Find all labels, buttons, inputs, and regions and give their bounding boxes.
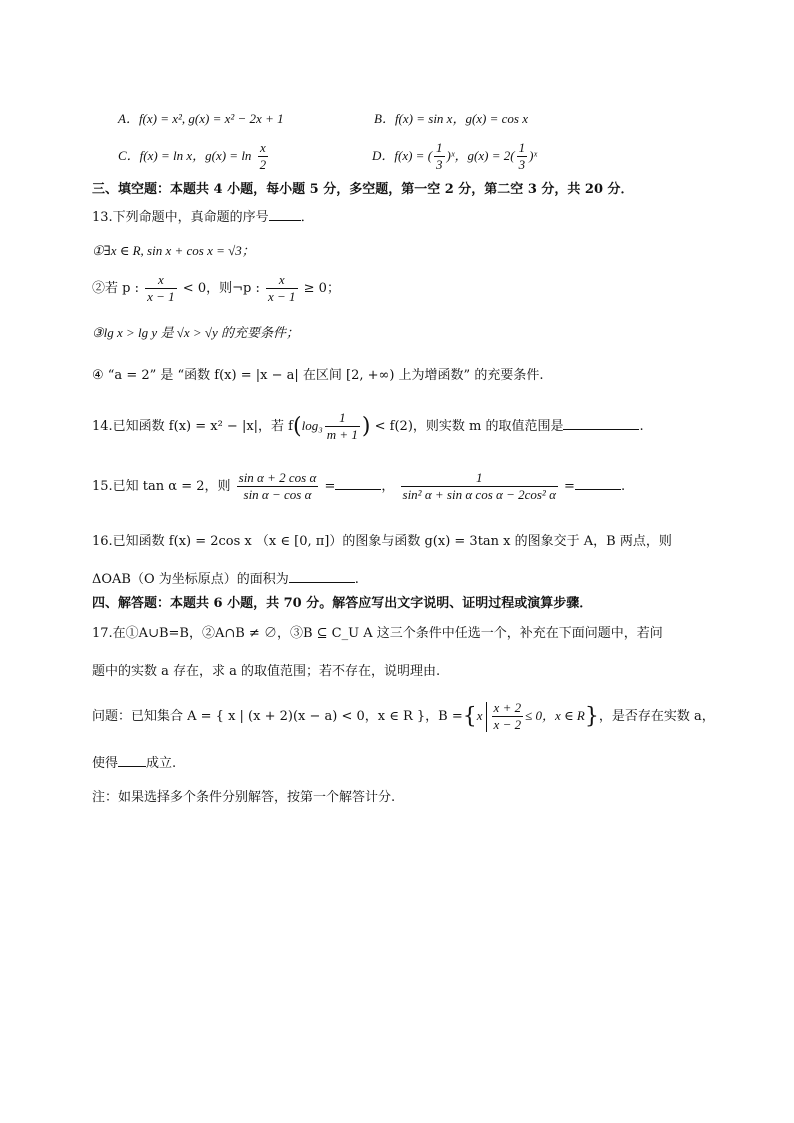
q14-fraction bbox=[325, 410, 360, 443]
fraction-numerator: 1 bbox=[401, 470, 558, 487]
option-c-prefix: C．f(x) = ln x，g(x) = ln bbox=[118, 148, 252, 163]
fraction-denominator: 3 bbox=[436, 157, 443, 172]
q15-fraction-1 bbox=[237, 470, 319, 503]
q13-item-3 bbox=[92, 322, 299, 341]
fraction-numerator: 1 bbox=[325, 410, 360, 427]
brace-close: } bbox=[584, 704, 599, 729]
fraction-denominator: 2 bbox=[259, 157, 267, 172]
section-3-title: 三、填空题：本题共 4 小题，每小题 5 分，多空题，第一空 2 分，第二空 3 分，共 20 分． bbox=[92, 182, 634, 197]
option-d bbox=[372, 140, 537, 173]
option-d-suffix: )ˣ bbox=[529, 148, 538, 163]
set-variable: x bbox=[476, 708, 483, 723]
q17-fraction bbox=[492, 700, 524, 733]
option-d-prefix: D．f(x) = ( bbox=[372, 148, 433, 163]
set-bar bbox=[486, 702, 487, 732]
paren-open: ( bbox=[293, 414, 302, 439]
q13-item-1 bbox=[92, 240, 255, 259]
option-c bbox=[118, 140, 270, 173]
paren-close: ) bbox=[361, 414, 371, 439]
q16-line-1-text: 16.已知函数 f(x) = 2cos x （x ∈ [0, π]）的图象与函数 g(x) = 3tan x 的图象交于 A，B 两点，则 bbox=[92, 534, 672, 549]
q17-line-2 bbox=[92, 660, 440, 679]
q14-c: < f(2)，则实数 m 的取值范围是 bbox=[374, 419, 564, 434]
q13-item-4-text: ④ “a = 2” 是 “函数 f(x) = |x − a| 在区间 [2, +∞) 上为增函数” 的充要条件. bbox=[92, 368, 544, 383]
answer-blank[interactable] bbox=[335, 477, 381, 490]
fraction-denominator: x − 2 bbox=[493, 717, 522, 732]
fraction-numerator: sin α + 2 cos α bbox=[238, 470, 317, 485]
q17-line-2-text: 题中的实数 a 存在，求 a 的取值范围；若不存在，说明理由. bbox=[92, 664, 441, 679]
fraction-numerator: 1 bbox=[518, 140, 526, 155]
q17-note bbox=[92, 786, 395, 805]
q14-a: 14.已知函数 f(x) = x² − |x|，若 f bbox=[92, 419, 293, 434]
q17-note-text: 注：如果选择多个条件分别解答，按第一个解答计分. bbox=[92, 790, 396, 805]
q13-item-4 bbox=[92, 364, 543, 383]
q17-line-3-b: ≤ 0，x ∈ R bbox=[525, 708, 585, 723]
q17-line-3-c: ，是否存在实数 a， bbox=[598, 709, 715, 724]
fraction-numerator: x bbox=[145, 272, 177, 289]
q17-line-4-b: 成立. bbox=[146, 756, 177, 771]
answer-blank[interactable] bbox=[269, 208, 301, 221]
q15-fraction-2 bbox=[401, 470, 558, 503]
q16-line-2-end: . bbox=[354, 572, 359, 587]
option-b bbox=[374, 108, 528, 127]
q13-stem-end: ． bbox=[300, 210, 314, 225]
q14-log: log₃ bbox=[301, 418, 323, 433]
q15-b: = bbox=[324, 479, 336, 494]
q17-line-4 bbox=[92, 752, 176, 771]
q13-item-2-fraction-1 bbox=[145, 272, 177, 305]
option-c-fraction bbox=[258, 140, 269, 173]
q17-line-1-text: 17.在①A∪B=B，②A∩B ≠ ∅，③B ⊆ C_U A 这三个条件中任选一个，补充在下面问题中，若问 bbox=[92, 626, 663, 641]
fraction-denominator: m + 1 bbox=[326, 427, 358, 442]
q13-item-1-text: ①∃x ∈ R, sin x + cos x = √3； bbox=[92, 243, 255, 258]
answer-blank[interactable] bbox=[563, 417, 639, 430]
fraction-numerator: x bbox=[266, 272, 298, 289]
answer-blank[interactable] bbox=[289, 570, 355, 583]
fraction-denominator: 3 bbox=[518, 157, 526, 172]
q15-end: . bbox=[620, 479, 626, 494]
brace-open: { bbox=[462, 704, 477, 729]
fraction-denominator: sin α − cos α bbox=[243, 487, 312, 502]
q15-d: = bbox=[564, 479, 575, 494]
option-a bbox=[118, 108, 284, 127]
q13-stem bbox=[92, 206, 314, 225]
fraction-denominator: x − 1 bbox=[267, 289, 296, 304]
q13-item-3-text: ③lg x > lg y 是 √x > √y 的充要条件； bbox=[92, 325, 300, 340]
fraction-denominator: x − 1 bbox=[147, 289, 175, 304]
q13-item-2-a: ②若 p : bbox=[92, 281, 139, 296]
q15 bbox=[92, 470, 625, 503]
q17-line-3 bbox=[92, 700, 715, 733]
section-4-heading bbox=[92, 592, 592, 611]
q13-stem-text: 13.下列命题中，真命题的序号 bbox=[92, 210, 269, 225]
section-3-heading bbox=[92, 178, 634, 197]
q17-line-1 bbox=[92, 622, 663, 641]
q16-line-2-text: ΔOAB（O 为坐标原点）的面积为 bbox=[92, 572, 289, 587]
q17-line-3-a: 问题：已知集合 A = { x | (x + 2)(x − a) < 0，x ∈ R }，B = bbox=[92, 709, 463, 724]
option-d-mid: )ˣ，g(x) = 2( bbox=[446, 148, 515, 163]
q17-line-4-a: 使得 bbox=[92, 756, 119, 771]
option-d-fraction-1 bbox=[434, 140, 445, 173]
q13-item-2-c: ≥ 0； bbox=[303, 281, 340, 296]
fraction-numerator: x + 2 bbox=[493, 700, 522, 715]
section-4-title: 四、解答题：本题共 6 小题，共 70 分。解答应写出文字说明、证明过程或演算步骤． bbox=[92, 596, 593, 611]
q14 bbox=[92, 410, 644, 443]
answer-blank[interactable] bbox=[575, 477, 621, 490]
q13-item-2-fraction-2 bbox=[266, 272, 298, 305]
fraction-numerator: x bbox=[258, 140, 269, 157]
q15-a: 15.已知 tan α = 2，则 bbox=[92, 479, 231, 494]
q13-item-2-b: < 0，则¬p : bbox=[182, 281, 260, 296]
option-b-text: B．f(x) = sin x，g(x) = cos x bbox=[374, 111, 528, 126]
q13-item-2 bbox=[92, 272, 340, 305]
q14-end: . bbox=[639, 419, 644, 434]
fraction-denominator: sin² α + sin α cos α − 2cos² α bbox=[402, 487, 556, 502]
q16-line-1 bbox=[92, 530, 672, 549]
q15-c: ， bbox=[381, 479, 395, 494]
fraction-numerator: 1 bbox=[436, 140, 443, 155]
option-d-fraction-2 bbox=[517, 140, 528, 173]
q16-line-2 bbox=[92, 568, 359, 587]
option-a-text: A．f(x) = x², g(x) = x² − 2x + 1 bbox=[118, 111, 284, 126]
answer-blank[interactable] bbox=[118, 754, 146, 767]
